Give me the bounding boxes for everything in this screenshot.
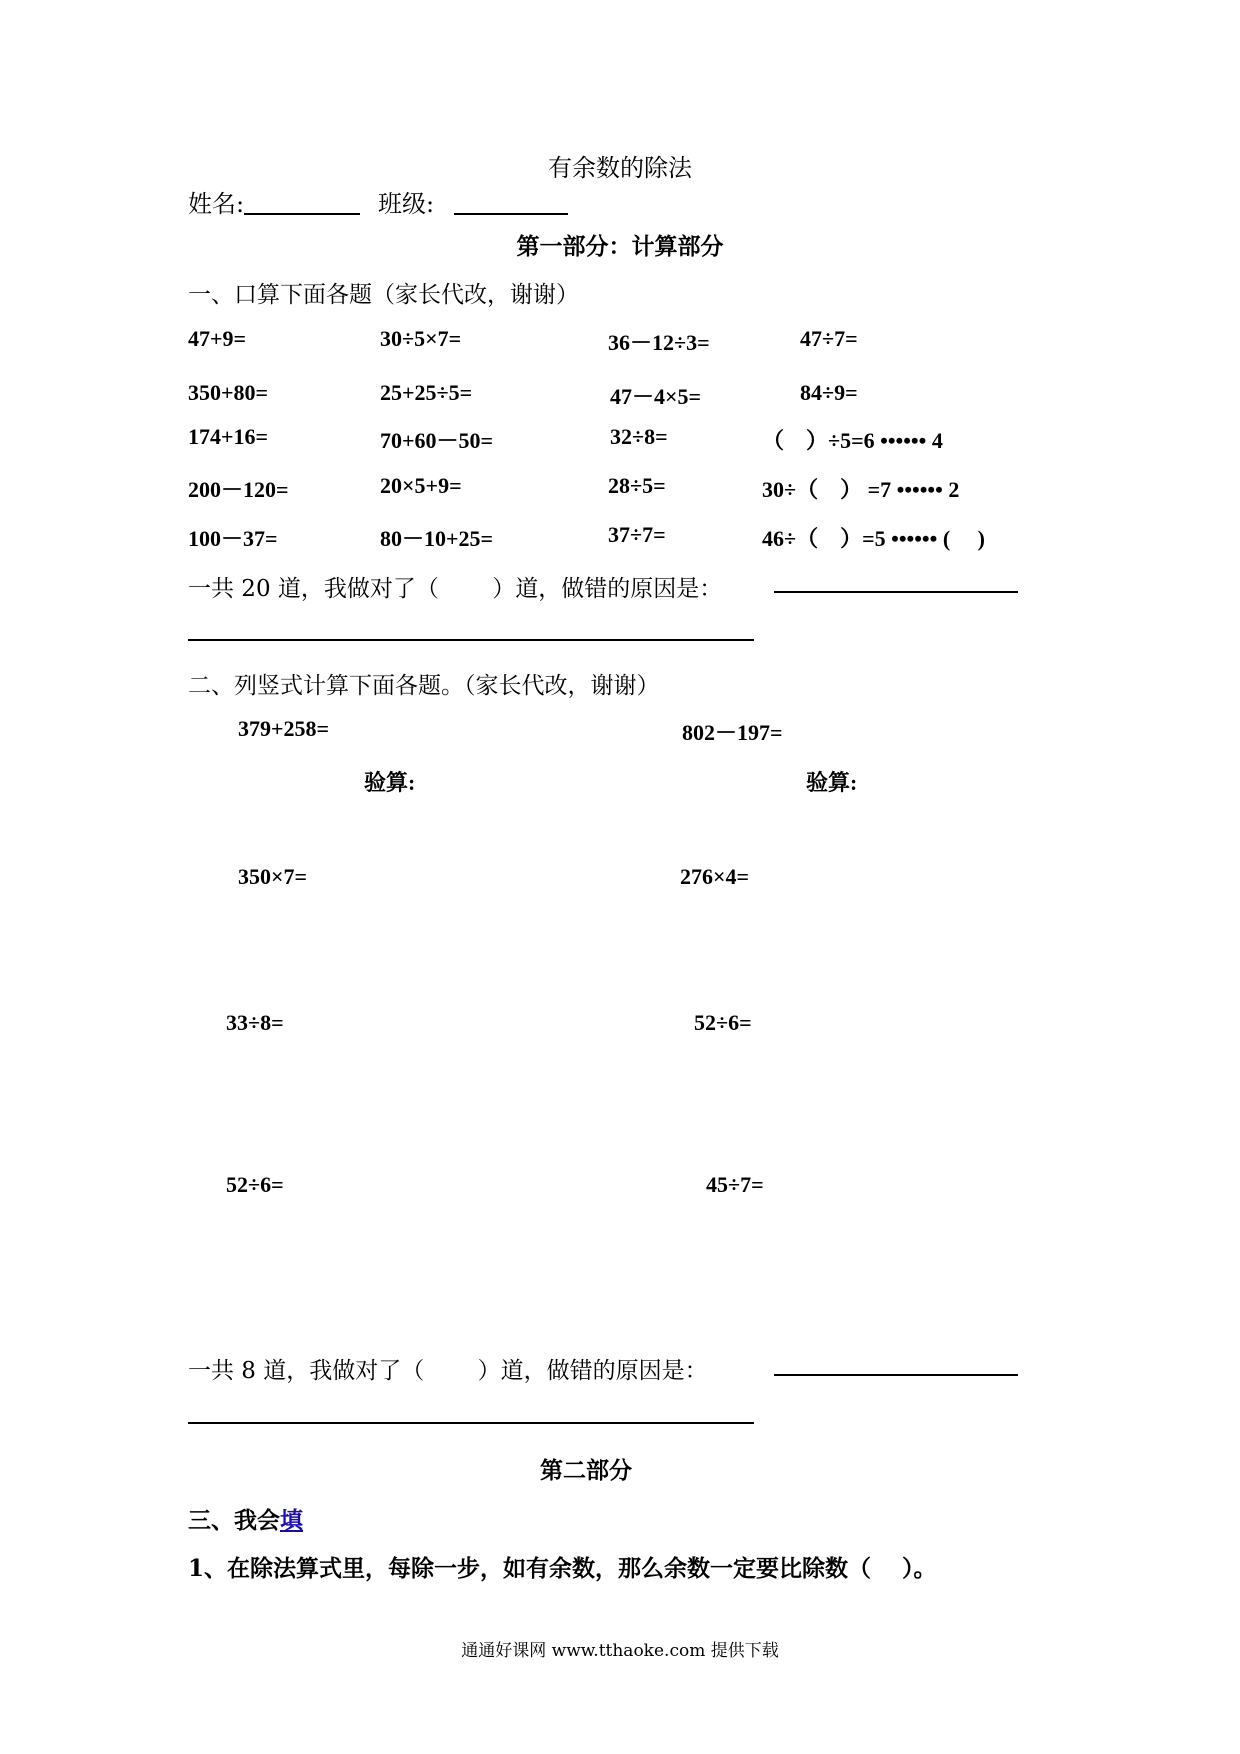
section3-heading-prefix: 三、我会 (188, 1507, 280, 1534)
section2-reason-blank-2[interactable] (188, 1422, 754, 1424)
vertical-calc-item: 379+258= (238, 716, 330, 741)
mental-item: 20×5+9= (380, 473, 462, 498)
mental-item: 80－10+25= (380, 526, 494, 551)
vertical-calc-item: 276×4= (680, 864, 750, 889)
vertical-calc-item: 45÷7= (706, 1172, 764, 1197)
part2-heading: 第二部分 (540, 1457, 632, 1484)
vertical-calc-item: 33÷8= (226, 1010, 284, 1035)
mental-item: 84÷9= (800, 380, 858, 405)
class-blank[interactable] (454, 213, 568, 215)
section1-reason-blank[interactable] (774, 591, 1018, 593)
mental-item: 36－12÷3= (608, 330, 710, 355)
section1-summary: 一共 20 道，我做对了（ ）道，做错的原因是： (188, 576, 723, 602)
vertical-calc-item: 52÷6= (226, 1172, 284, 1197)
mental-item: 100－37= (188, 526, 278, 551)
mental-item: 25+25÷5= (380, 380, 473, 405)
vertical-calc-item: 52÷6= (694, 1010, 752, 1035)
check-label: 验算: (806, 770, 858, 795)
mental-item: 47－4×5= (610, 384, 702, 409)
question-1: 1、在除法算式里，每除一步，如有余数，那么余数一定要比除数（ ）。 (188, 1555, 937, 1582)
mental-item: （ ）÷5=6 •••••• 4 (762, 428, 943, 453)
page-footer: 通通好课网 www.tthaoke.com 提供下载 (461, 1641, 779, 1661)
mental-item: 70+60－50= (380, 428, 494, 453)
section1-reason-blank-2[interactable] (188, 639, 754, 641)
mental-item: 30÷5×7= (380, 326, 462, 351)
mental-item: 47+9= (188, 326, 247, 351)
section2-heading: 二、列竖式计算下面各题。（家长代改，谢谢） (188, 673, 660, 699)
mental-item: 32÷8= (610, 424, 668, 449)
mental-item: 350+80= (188, 380, 269, 405)
section3-heading (188, 1502, 303, 1535)
check-label: 验算: (364, 770, 416, 795)
part1-heading: 第一部分：计算部分 (516, 233, 724, 260)
name-blank[interactable] (244, 213, 360, 215)
mental-item: 28÷5= (608, 473, 666, 498)
section1-heading: 一、口算下面各题（家长代改，谢谢） (188, 282, 579, 308)
mental-item: 174+16= (188, 424, 269, 449)
fill-link[interactable]: 填 (280, 1507, 303, 1534)
vertical-calc-item: 802－197= (682, 720, 783, 745)
name-label: 姓名: (188, 190, 245, 218)
mental-item: 47÷7= (800, 326, 858, 351)
section2-reason-blank[interactable] (774, 1374, 1018, 1376)
class-label: 班级: (378, 190, 435, 218)
mental-item: 46÷（ ）=5 •••••• ( ) (762, 526, 985, 551)
vertical-calc-item: 350×7= (238, 864, 308, 889)
section2-summary: 一共 8 道，我做对了（ ）道，做错的原因是： (188, 1358, 708, 1384)
mental-item: 37÷7= (608, 522, 666, 547)
mental-item: 30÷（ ） =7 •••••• 2 (762, 477, 960, 502)
page-title: 有余数的除法 (548, 154, 692, 182)
mental-item: 200－120= (188, 477, 289, 502)
